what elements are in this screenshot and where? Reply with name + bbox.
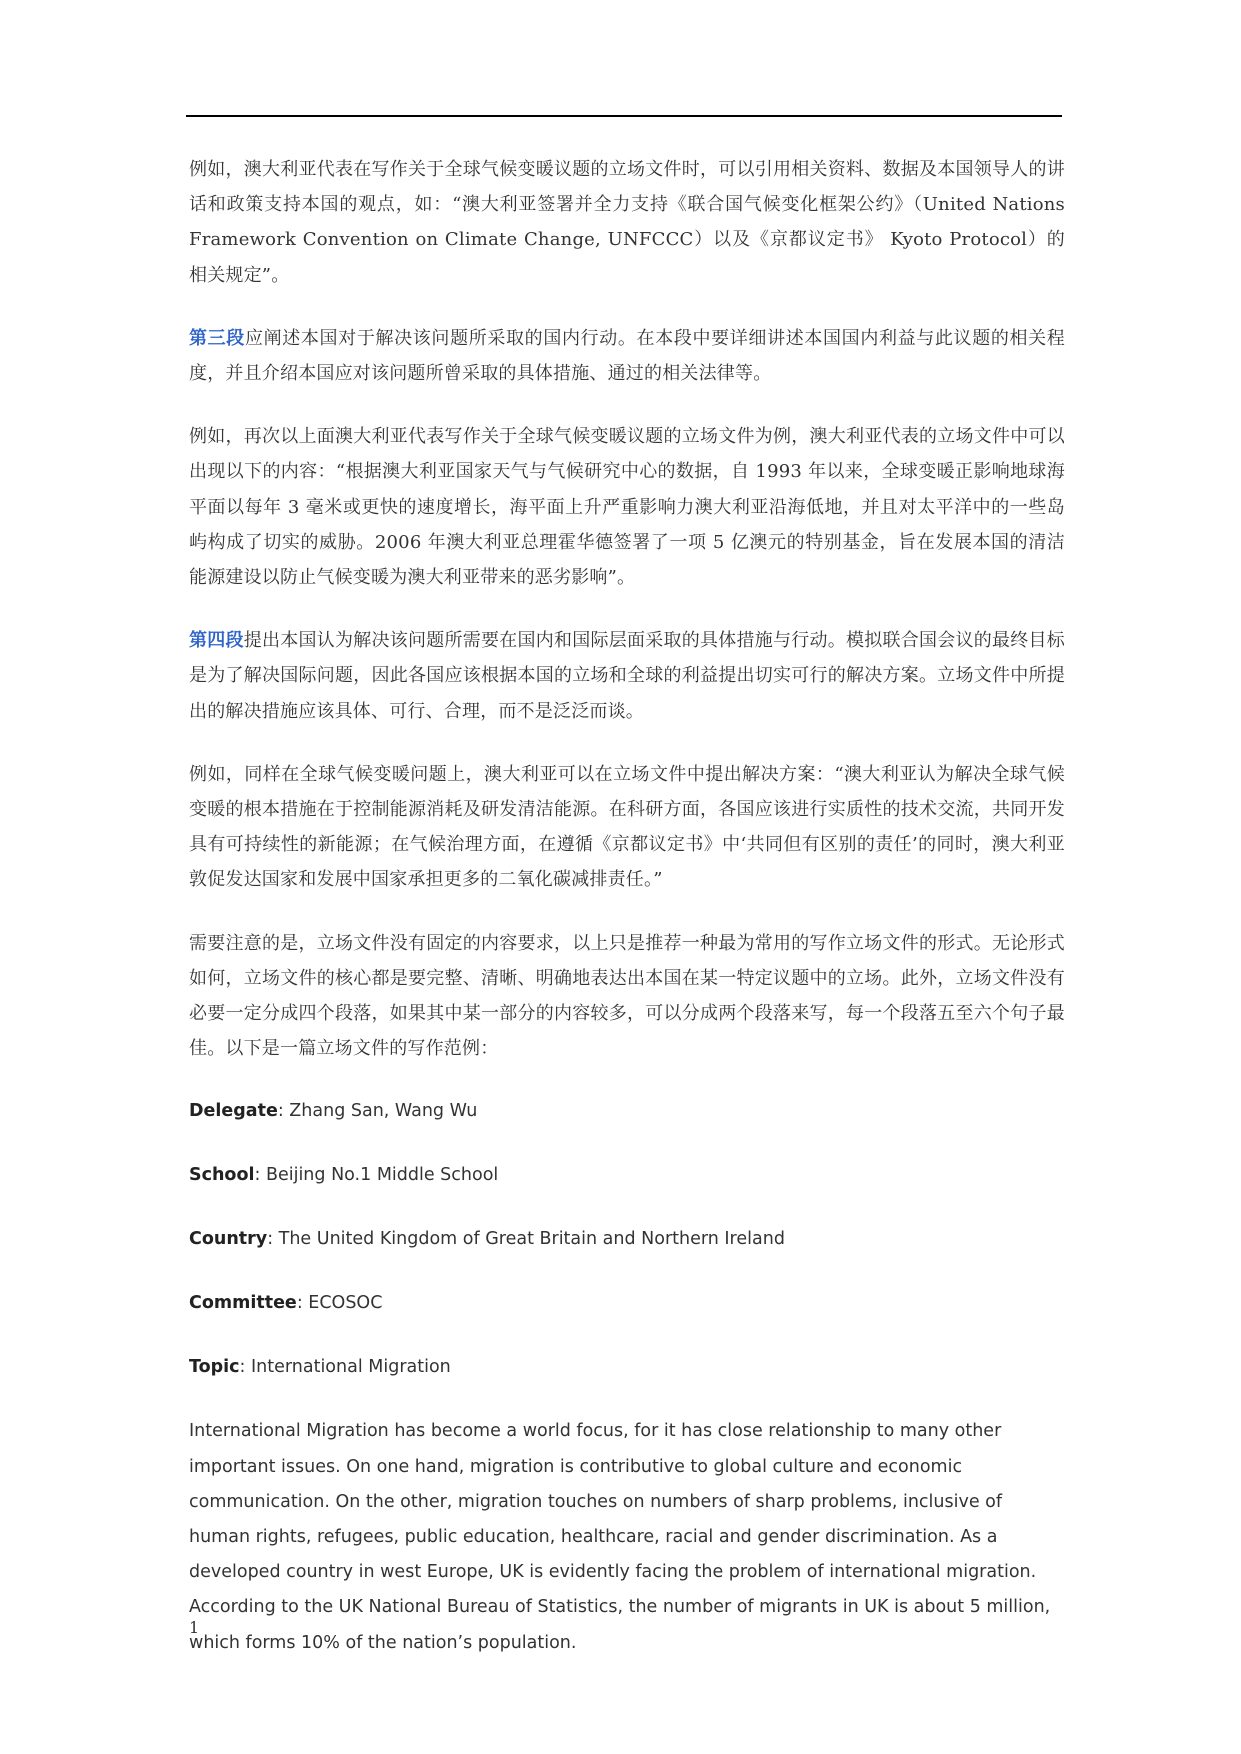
paragraph-third-section	[189, 321, 1065, 391]
paragraph-notes: 需要注意的是，立场文件没有固定的内容要求，以上只是推荐一种最为常用的写作立场文件的形式。无论形式如何，立场文件的核心都是要完整、清晰、明确地表达出本国在某一特定议题中的立场。此外，立场文件没有必要一定分成四个段落，如果其中某一部分的内容较多，可以分成两个段落来写，每一个段落五至六个句子最佳。以下是一篇立场文件的写作范例：	[189, 932, 1065, 1060]
fourth-section-text: 提出本国认为解决该问题所需要在国内和国际层面采取的具体措施与行动。模拟联合国会议的最终目标是为了解决国际问题，因此各国应该根据本国的立场和全球的利益提出切实可行的解决方案。立场文件中所提出的解决措施应该具体、可行、合理，而不是泛泛而谈。	[189, 630, 1065, 722]
country-label: Country	[189, 1229, 268, 1250]
school-label: School	[189, 1165, 255, 1186]
delegate-value: : Zhang San, Wang Wu	[277, 1101, 478, 1122]
paragraph-international-migration: International Migration has become a world focus, for it has close relationship to many other important issues. On one hand, migration is contributive to global culture and economic communication. On the other, migration touches on numbers of sharp problems, inclusive of human rights, refugees, public education, healthcare, racial and gender discrimination. As a developed country in west Europe, UK is evidently facing the problem of international migration. According to the UK National Bureau of Statistics, the number of migrants in UK is about 5 million, which forms 10% of the nation’s population.	[189, 1421, 1051, 1653]
field-topic	[189, 1350, 1065, 1385]
page-number: 1	[189, 1618, 200, 1637]
delegate-label: Delegate	[189, 1101, 278, 1122]
committee-label: Committee	[189, 1293, 297, 1314]
topic-label: Topic	[189, 1357, 240, 1378]
third-section-label: 第三段	[189, 327, 245, 349]
topic-value: : International Migration	[239, 1357, 451, 1378]
field-country	[189, 1222, 1065, 1257]
paragraph-australia-example-1: 例如，澳大利亚代表在写作关于全球气候变暖议题的立场文件时，可以引用相关资料、数据及本国领导人的讲话和政策支持本国的观点，如：“澳大利亚签署并全力支持《联合国气候变化框架公约》（United Nations Framework Convention on Climate Change, UNFCCC）以及《京都议定书》 Kyoto Protocol）的相关规定”。	[189, 159, 1065, 286]
field-committee	[189, 1286, 1065, 1321]
country-value: : The United Kingdom of Great Britain and Northern Ireland	[267, 1229, 785, 1250]
third-section-text: 应阐述本国对于解决该问题所采取的国内行动。在本段中要详细讲述本国国内利益与此议题的相关程度，并且介绍本国应对该问题所曾采取的具体措施、通过的相关法律等。	[189, 327, 1065, 385]
header-rule	[186, 115, 1062, 117]
paragraph-fourth-section	[189, 623, 1065, 729]
document-body	[189, 152, 1065, 1689]
fourth-section-label: 第四段	[189, 630, 244, 652]
school-value: : Beijing No.1 Middle School	[254, 1165, 499, 1186]
paragraph-australia-example-2: 例如，再次以上面澳大利亚代表写作关于全球气候变暖议题的立场文件为例，澳大利亚代表的立场文件中可以出现以下的内容：“根据澳大利亚国家天气与气候研究中心的数据，自 1993 年以来，全球变暖正影响地球海平面以每年 3 毫米或更快的速度增长，海平面上升严重影响力澳大利亚沿海低地，并且对太平洋中的一些岛屿构成了切实的威胁。2006 年澳大利亚总理霍华德签署了一项 5 亿澳元的特别基金，旨在发展本国的清洁能源建设以防止气候变暖为澳大利亚带来的恶劣影响”。	[189, 426, 1065, 589]
committee-value: : ECOSOC	[296, 1293, 383, 1314]
field-delegate	[189, 1094, 1065, 1129]
paragraph-australia-example-3: 例如，同样在全球气候变暖问题上，澳大利亚可以在立场文件中提出解决方案：“澳大利亚认为解决全球气候变暖的根本措施在于控制能源消耗及研发清洁能源。在科研方面，各国应该进行实质性的技术交流，共同开发具有可持续性的新能源；在气候治理方面，在遵循《京都议定书》中‘共同但有区别的责任’的同时，澳大利亚敦促发达国家和发展中国家承担更多的二氧化碳减排责任。”	[189, 763, 1065, 891]
field-school	[189, 1158, 1065, 1193]
